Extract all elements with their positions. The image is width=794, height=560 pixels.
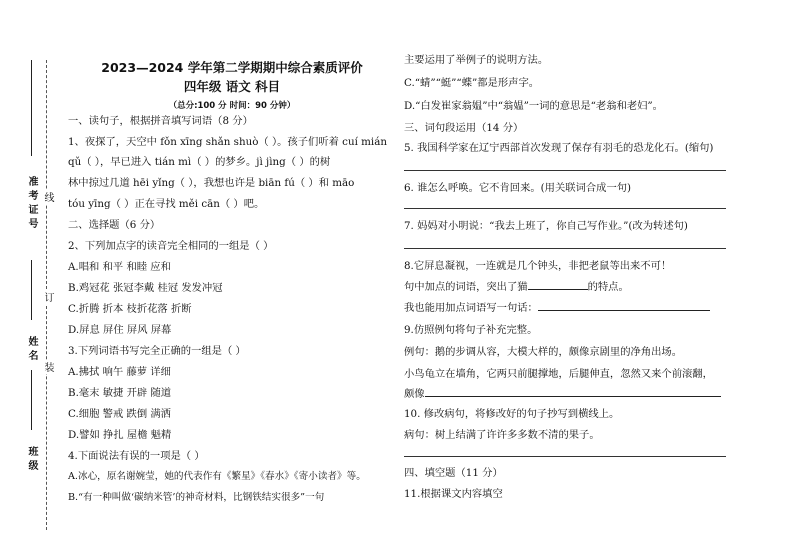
q5-answer-line[interactable]: [404, 170, 726, 171]
section-2-heading: 二、选择题（6 分）: [68, 219, 161, 231]
q1-line-1: 1、夜探了，天空中 fǒn xīng shǎn shuò（ ）。孩子们听着 cuí mián: [68, 136, 387, 148]
q4-option-b-cont: 主要运用了举例子的说明方法。: [404, 54, 549, 66]
q2-option-c: C.折腾 折本 枝折花落 折断: [68, 303, 192, 315]
q1-line-3: 林中掠过几道 hēi yǐng（ ），我想也许是 biān fú（ ）和 māo: [68, 177, 355, 189]
q1-line-2: qǔ（ ），早已进入 tián mì（ ）的梦乡。jì jìng（ ）的树: [68, 156, 331, 168]
q8-part-b: [404, 277, 629, 297]
q9-completion-text: 颇像: [404, 388, 425, 400]
section-4-heading: 四、填空题（11 分）: [404, 467, 503, 479]
exam-title: 2023—2024 学年第二学期期中综合素质评价: [101, 60, 363, 75]
q8-stem: 8.它屏息凝视，一连就是几个钟头，非把老鼠等出来不可！: [404, 260, 672, 272]
section-3-heading: 三、词句段运用（14 分）: [404, 122, 524, 134]
q9-example: 例句：鹅的步调从容，大模大样的，颇像京剧里的净角出场。: [404, 346, 683, 358]
q3-stem: 3.下列词语书写完全正确的一组是（ ）: [68, 345, 246, 357]
q8c-blank[interactable]: [538, 299, 710, 311]
mark-zhuang: 装: [42, 362, 53, 372]
name-label: 姓名: [26, 336, 37, 364]
q9-blank[interactable]: [425, 385, 721, 397]
name-line: [31, 260, 32, 320]
q9-stem: 9.仿照例句将句子补充完整。: [404, 324, 538, 336]
q3-option-b: B.毫末 敏捷 开辟 随道: [68, 387, 172, 399]
q9-prompt: 小鸟龟立在墙角，它两只前腿撑地，后腿伸直，忽然又来个前滚翻，: [404, 368, 713, 380]
q2-option-b: B.鸡冠花 张冠李戴 桂冠 发发冲冠: [68, 282, 223, 294]
exam-subtitle: 四年级 语文 科目: [183, 79, 281, 94]
q8-part-b-pre: 句中加点的词语，突出了猫: [404, 281, 528, 293]
q7-stem: 7. 妈妈对小明说：“我去上班了，你自己写作业。”(改为转述句): [404, 220, 688, 232]
exam-no-line: [31, 60, 32, 156]
q3-option-a: A.拂拭 响午 藤萝 详细: [68, 366, 171, 378]
q11-stem: 11.根据课文内容填空: [404, 488, 503, 500]
q7-answer-line[interactable]: [404, 248, 726, 249]
q2-stem: 2、下列加点字的读音完全相同的一组是（ ）: [68, 240, 274, 252]
exam-meta: （总分:100 分 时间：90 分钟）: [168, 101, 296, 111]
section-1-heading: 一、读句子，根据拼音填写词语（8 分）: [68, 115, 253, 127]
q4-option-d: D.“白发崔家翁媪”中“翁媪”一词的意思是“老翁和老妇”。: [404, 100, 663, 112]
q10-sentence: 病句：树上结满了许许多多数不清的果子。: [404, 429, 600, 441]
q4-stem: 4.下面说法有误的一项是（ ）: [68, 450, 205, 462]
exam-no-label: 准考证号: [26, 176, 37, 232]
mark-xian: 线: [42, 192, 53, 202]
class-line: [31, 370, 32, 430]
q8-blank[interactable]: [528, 278, 588, 290]
q2-option-a: A.唱和 和平 和睦 应和: [68, 261, 171, 273]
q2-option-d: D.屏息 屏住 屏风 屏幕: [68, 324, 172, 336]
q9-completion: [404, 384, 721, 404]
q6-answer-line[interactable]: [404, 208, 726, 209]
q5-stem: 5. 我国科学家在辽宁西部首次发现了保存有羽毛的恐龙化石。(缩句): [404, 142, 714, 154]
q6-stem: 6. 谁怎么呼唤。它不肯回来。(用关联词合成一句): [404, 182, 632, 194]
class-label: 班级: [26, 446, 37, 474]
q8-part-c-text: 我也能用加点词语写一句话：: [404, 302, 538, 314]
q8-part-b-post: 的特点。: [587, 281, 629, 293]
q4-option-c: C.“蜻”“蜓”“蝶”都是形声字。: [404, 77, 540, 89]
q10-answer-line[interactable]: [404, 456, 726, 457]
q4-option-a: A.冰心，原名谢婉莹，她的代表作有《繁星》《春水》《寄小读者》等。: [68, 471, 366, 482]
q3-option-d: D.譬如 挣扎 屋檐 魁精: [68, 429, 172, 441]
q8-part-c: [404, 298, 710, 318]
q1-line-4: tóu yīng（ ）正在寻找 měi cān（ ）吧。: [68, 198, 265, 210]
q4-option-b: B.“有一种叫做‘碳纳米管’的神奇材料，比钢铁结实很多”一句: [68, 492, 325, 503]
binding-strip: [0, 0, 60, 560]
mark-ding: 订: [42, 292, 53, 302]
q3-option-c: C.细胞 警戒 跌倒 满洒: [68, 408, 171, 420]
q10-stem: 10. 修改病句，将修改好的句子抄写到横线上。: [404, 408, 620, 420]
